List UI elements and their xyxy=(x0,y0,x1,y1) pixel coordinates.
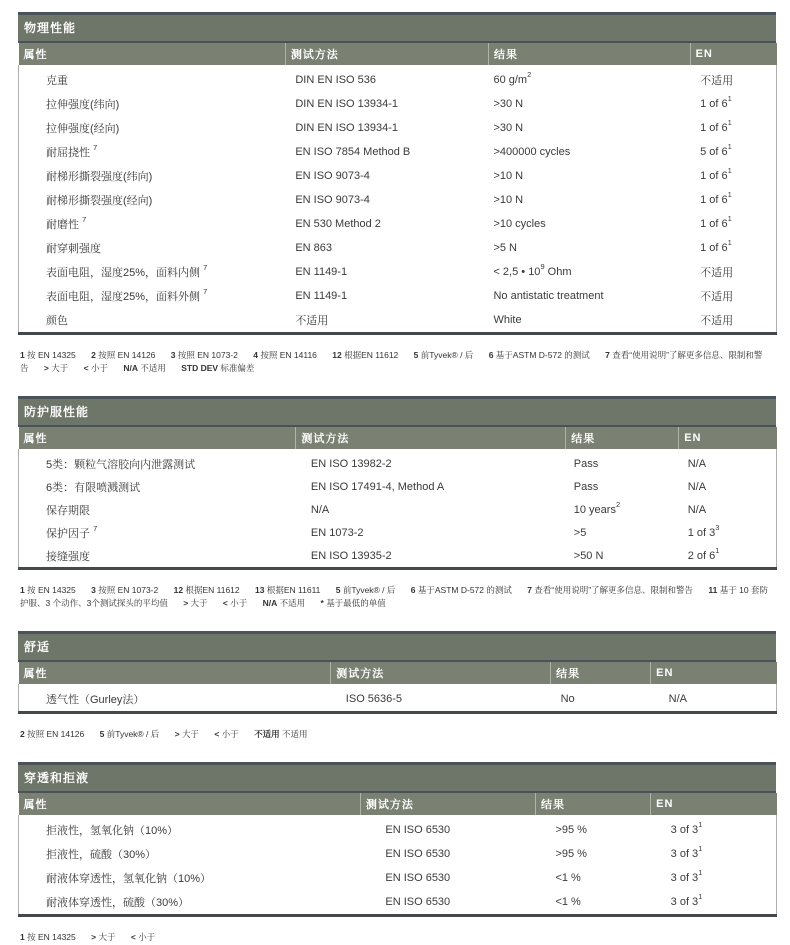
footnote-marker: 13 xyxy=(255,585,265,595)
test-method-cell: N/A xyxy=(310,503,330,516)
column-header: 属性 xyxy=(19,427,296,449)
footnote-item: 1 按 EN 14325 xyxy=(20,932,76,942)
property-cell: 耐磨性 $^7$ xyxy=(19,212,286,236)
footnote-marker: 1 xyxy=(20,350,25,360)
footnote-marker: STD DEV xyxy=(181,363,219,373)
result-cell: >10 N xyxy=(493,194,524,206)
result-cell: 10 years$^2$ xyxy=(573,499,621,516)
superscript: 1 xyxy=(698,820,703,830)
footnote-marker: > xyxy=(174,729,180,739)
footnote-marker: < xyxy=(214,729,220,739)
column-header: EN xyxy=(651,662,777,684)
footnote-marker: 不适用 xyxy=(254,729,280,739)
test-method-cell: EN ISO 6530 xyxy=(385,896,451,908)
result-cell: Pass xyxy=(573,480,599,493)
footnote-item: > 大于 xyxy=(43,363,69,373)
column-header: 测试方法 xyxy=(296,427,566,449)
superscript: 1 xyxy=(715,545,720,555)
test-method-cell: EN ISO 6530 xyxy=(385,848,451,860)
footnote-marker: > xyxy=(183,598,189,608)
superscript: 1 xyxy=(727,142,732,152)
footnote-marker: N/A xyxy=(123,363,138,373)
superscript: 7 xyxy=(93,143,98,153)
property-cell: 透气性（Gurley法） xyxy=(19,684,331,713)
footnote-marker: 7 xyxy=(527,585,532,595)
column-header: 结果 xyxy=(488,43,690,65)
footnote-item: 5 前Tyvek® / 后 xyxy=(99,729,160,739)
table-row xyxy=(19,815,777,842)
footnote-item: 1 按 EN 14325 xyxy=(20,350,76,360)
property-cell: 接缝强度 xyxy=(19,544,296,569)
property-cell: 拉伸强度(纬向) xyxy=(19,92,286,116)
table-row xyxy=(19,65,777,92)
table-row xyxy=(19,498,777,521)
footnote-item: 6 基于ASTM D-572 的测试 xyxy=(410,585,512,595)
table-row xyxy=(19,890,777,916)
en-class-cell: 不适用 xyxy=(690,284,776,308)
footnote xyxy=(20,728,774,741)
footnote-marker: 1 xyxy=(20,932,25,942)
property-cell: 耐梯形撕裂强度(纬向) xyxy=(19,164,286,188)
en-class-cell: N/A xyxy=(679,449,777,475)
superscript: 2 xyxy=(615,499,621,509)
test-method-cell: EN 1149-1 xyxy=(295,290,348,302)
table-row xyxy=(19,475,777,498)
footnote-marker: < xyxy=(83,363,89,373)
column-header: 测试方法 xyxy=(331,662,551,684)
footnote-item: 7 查看“使用说明”了解更多信息、限制和警告 xyxy=(527,585,694,595)
en-class-cell: 3 of $3^1$ xyxy=(651,842,777,866)
property-cell: 表面电阻，湿度25%，面料外侧 $^7$ xyxy=(19,284,286,308)
header-row xyxy=(19,793,777,815)
en-class-cell: 1 of $3^3$ xyxy=(679,521,777,544)
footnote xyxy=(20,931,774,944)
superscript: 7 xyxy=(93,523,98,533)
en-class-cell: N/A xyxy=(651,684,777,713)
en-class-cell: 5 of $6^1$ xyxy=(690,140,776,164)
footnote-marker: 11 xyxy=(708,585,718,595)
superscript: 1 xyxy=(698,844,703,854)
footnote-marker: N/A xyxy=(262,598,278,608)
section-title: 物理性能 xyxy=(18,12,776,43)
footnote-item: 5 前Tyvek® / 后 xyxy=(335,585,396,595)
footnote-item: < 小于 xyxy=(222,598,248,608)
footnote-marker: 5 xyxy=(335,585,341,595)
superscript: 1 xyxy=(698,868,703,878)
test-method-cell: DIN EN ISO 13934-1 xyxy=(295,98,399,110)
footnote-item: 11 基于 10 套防护服、3 个动作、3个测试探头的平均值 xyxy=(20,585,768,608)
footnote-item: < 小于 xyxy=(214,729,239,739)
table-row xyxy=(19,449,777,475)
footnote-marker: 7 xyxy=(605,350,610,360)
footnote xyxy=(20,349,774,375)
footnote-item: 2 按照 EN 14126 xyxy=(91,350,156,360)
result-cell: >5 N xyxy=(493,242,517,254)
result-cell: >30 N xyxy=(493,122,524,134)
property-cell: 表面电阻，湿度25%，面料内侧 $^7$ xyxy=(19,260,286,284)
footnote-item: STD DEV 标准偏差 xyxy=(181,363,255,373)
result-cell: >400000 cycles xyxy=(493,146,571,158)
footnote-item: > 大于 xyxy=(91,932,116,942)
header-row xyxy=(19,662,777,684)
result-cell: White xyxy=(493,314,522,326)
header-row xyxy=(19,43,777,65)
data-table xyxy=(18,793,777,917)
superscript: 1 xyxy=(727,238,732,248)
property-cell: 拒液性，硫酸（30%） xyxy=(19,842,361,866)
test-method-cell: EN ISO 9073-4 xyxy=(295,194,370,206)
en-class-cell: N/A xyxy=(679,475,777,498)
footnote-marker: > xyxy=(43,363,49,373)
en-class-cell: 1 of $6^1$ xyxy=(690,188,776,212)
superscript: 3 xyxy=(715,522,720,532)
footnote-item: > 大于 xyxy=(174,729,200,739)
superscript: 7 xyxy=(82,215,87,225)
footnote-marker: 5 xyxy=(413,350,419,360)
superscript: 7 xyxy=(203,263,208,273)
superscript: 1 xyxy=(727,166,732,176)
footnote-marker: 12 xyxy=(332,350,342,360)
superscript: 1 xyxy=(727,214,732,224)
table-row xyxy=(19,284,777,308)
superscript: 1 xyxy=(727,190,732,200)
footnote-item: 1 按 EN 14325 xyxy=(20,585,76,595)
en-class-cell: 3 of $3^1$ xyxy=(651,866,777,890)
superscript: 9 xyxy=(540,262,545,272)
table-row xyxy=(19,236,777,260)
footnote-item: N/A 不适用 xyxy=(123,363,166,373)
en-class-cell: 不适用 xyxy=(690,260,776,284)
property-cell: 克重 xyxy=(19,65,286,92)
en-class-cell: 3 of $3^1$ xyxy=(651,890,777,916)
test-method-cell: EN ISO 9073-4 xyxy=(295,170,370,182)
property-cell: 耐穿刺强度 xyxy=(19,236,286,260)
footnote-marker: 3 xyxy=(91,585,96,595)
property-cell: 耐液体穿透性，氢氧化钠（10%） xyxy=(19,866,361,890)
result-cell: >10 N xyxy=(493,170,524,182)
superscript: 1 xyxy=(727,118,732,128)
result-cell: No xyxy=(560,693,575,705)
en-class-cell: 1 of $6^1$ xyxy=(690,92,776,116)
footnote-item: 5 前Tyvek® / 后 xyxy=(413,350,474,360)
footnote-marker: 1 xyxy=(20,585,25,595)
column-header: 属性 xyxy=(19,662,331,684)
column-header: 测试方法 xyxy=(285,43,488,65)
footnote-item: 3 按照 EN 1073-2 xyxy=(91,585,159,595)
table-row xyxy=(19,212,777,236)
footnote-marker: 3 xyxy=(170,350,176,360)
result-cell: <1 % xyxy=(555,872,581,884)
property-cell: 5类：颗粒气溶胶向内泄露测试 xyxy=(19,449,296,475)
test-method-cell: 不适用 xyxy=(295,315,329,327)
result-cell: >5 xyxy=(573,526,587,539)
footnote-marker: 2 xyxy=(91,350,96,360)
test-method-cell: EN ISO 7854 Method B xyxy=(295,146,411,158)
footnote-item: 12 根据EN 11612 xyxy=(332,350,399,360)
footnote-marker: < xyxy=(222,598,228,608)
footnote-item: 7 查看“使用说明”了解更多信息、限制和警告 xyxy=(20,350,763,373)
property-cell: 6类：有限喷溅测试 xyxy=(19,475,296,498)
en-class-cell: 不适用 xyxy=(690,65,776,92)
en-class-cell: 3 of $3^1$ xyxy=(651,815,777,842)
footnote-marker: 4 xyxy=(253,350,258,360)
footnote-item: < 小于 xyxy=(83,363,108,373)
footnote xyxy=(20,584,774,610)
data-table xyxy=(18,662,777,714)
test-method-cell: EN ISO 13982-2 xyxy=(310,457,392,470)
footnote-item: 13 根据EN 11611 xyxy=(255,585,321,595)
property-cell: 耐梯形撕裂强度(经向) xyxy=(19,188,286,212)
table-section xyxy=(18,631,776,714)
table-row xyxy=(19,140,777,164)
table-row xyxy=(19,308,777,334)
section-title: 穿透和拒液 xyxy=(18,762,776,793)
footnote-marker: 5 xyxy=(99,729,105,739)
property-cell: 颜色 xyxy=(19,308,286,334)
test-method-cell: EN ISO 6530 xyxy=(385,872,451,884)
superscript: 1 xyxy=(698,892,703,902)
table-row xyxy=(19,92,777,116)
table-row xyxy=(19,842,777,866)
column-header: 属性 xyxy=(19,43,286,65)
en-class-cell: N/A xyxy=(679,498,777,521)
footnote-marker: 6 xyxy=(488,350,494,360)
superscript: 1 xyxy=(727,94,732,104)
property-cell: 保存期限 xyxy=(19,498,296,521)
property-cell: 耐液体穿透性，硫酸（30%） xyxy=(19,890,361,916)
property-cell: 拒液性，氢氧化钠（10%） xyxy=(19,815,361,842)
result-cell: >30 N xyxy=(493,98,524,110)
footnote-marker: 6 xyxy=(410,585,416,595)
table-section xyxy=(18,762,776,917)
en-class-cell: 2 of $6^1$ xyxy=(679,544,777,569)
footnote-item: < 小于 xyxy=(130,932,156,942)
footnote-marker: > xyxy=(91,932,97,942)
column-header: 结果 xyxy=(566,427,679,449)
header-row xyxy=(19,427,777,449)
table-row xyxy=(19,116,777,140)
footnote-item: > 大于 xyxy=(183,598,208,608)
test-method-cell: DIN EN ISO 13934-1 xyxy=(295,122,399,134)
test-method-cell: EN ISO 6530 xyxy=(385,824,451,836)
property-cell: 耐屈挠性 $^7$ xyxy=(19,140,286,164)
test-method-cell: DIN EN ISO 536 xyxy=(295,74,377,86)
test-method-cell: EN ISO 17491-4, Method A xyxy=(310,480,445,493)
footnote-marker: * xyxy=(320,598,324,608)
test-method-cell: ISO 5636-5 xyxy=(345,693,403,705)
en-class-cell: 1 of $6^1$ xyxy=(690,212,776,236)
table-row xyxy=(19,521,777,544)
footnote-item: 4 按照 EN 14116 xyxy=(253,350,317,360)
footnote-item: 3 按照 EN 1073-2 xyxy=(170,350,238,360)
table-row xyxy=(19,260,777,284)
en-class-cell: 1 of $6^1$ xyxy=(690,236,776,260)
column-header: 属性 xyxy=(19,793,361,815)
column-header: 结果 xyxy=(551,662,651,684)
footnote-item: 2 按照 EN 14126 xyxy=(20,729,85,739)
test-method-cell: EN 1149-1 xyxy=(295,266,348,278)
footnote-item: N/A 不适用 xyxy=(262,598,306,608)
column-header: 测试方法 xyxy=(360,793,535,815)
result-cell: < 2,5 • $10^9$ Ohm xyxy=(493,262,572,278)
data-table xyxy=(18,43,777,335)
test-method-cell: EN 1073-2 xyxy=(310,526,364,539)
en-class-cell: 不适用 xyxy=(690,308,776,334)
footnote-item: 6 基于ASTM D-572 的测试 xyxy=(488,350,590,360)
superscript: 2 xyxy=(527,70,532,80)
table-row xyxy=(19,544,777,569)
footnote-item: 不适用 不适用 xyxy=(254,729,308,739)
table-row xyxy=(19,164,777,188)
table-section xyxy=(18,396,776,570)
footnote-item: 12 根据EN 11612 xyxy=(173,585,240,595)
test-method-cell: EN 863 xyxy=(295,242,333,254)
column-header: EN xyxy=(679,427,777,449)
en-class-cell: 1 of $6^1$ xyxy=(690,116,776,140)
result-cell: >95 % xyxy=(555,824,587,836)
footnote-marker: < xyxy=(130,932,136,942)
property-cell: 保护因子 $^7$ xyxy=(19,521,296,544)
en-class-cell: 1 of $6^1$ xyxy=(690,164,776,188)
table-row xyxy=(19,188,777,212)
footnote-marker: 12 xyxy=(173,585,184,595)
property-cell: 拉伸强度(经向) xyxy=(19,116,286,140)
result-cell: >50 N xyxy=(573,549,604,562)
column-header: 结果 xyxy=(535,793,650,815)
result-cell: No antistatic treatment xyxy=(493,290,604,302)
result-cell: <1 % xyxy=(555,896,581,908)
result-cell: 60 $g/m^2$ xyxy=(493,70,532,86)
superscript: 7 xyxy=(203,287,208,297)
result-cell: >10 cycles xyxy=(493,218,546,230)
column-header: EN xyxy=(690,43,776,65)
section-title: 舒适 xyxy=(18,631,776,662)
table-section xyxy=(18,12,776,335)
table-row xyxy=(19,684,777,713)
footnote-item: * 基于最低的单值 xyxy=(320,598,386,608)
data-table xyxy=(18,427,777,570)
table-row xyxy=(19,866,777,890)
section-title: 防护服性能 xyxy=(18,396,776,427)
column-header: EN xyxy=(651,793,777,815)
result-cell: >95 % xyxy=(555,848,587,860)
footnote-marker: 2 xyxy=(20,729,25,739)
result-cell: Pass xyxy=(573,457,599,470)
test-method-cell: EN 530 Method 2 xyxy=(295,218,381,230)
test-method-cell: EN ISO 13935-2 xyxy=(310,549,392,562)
